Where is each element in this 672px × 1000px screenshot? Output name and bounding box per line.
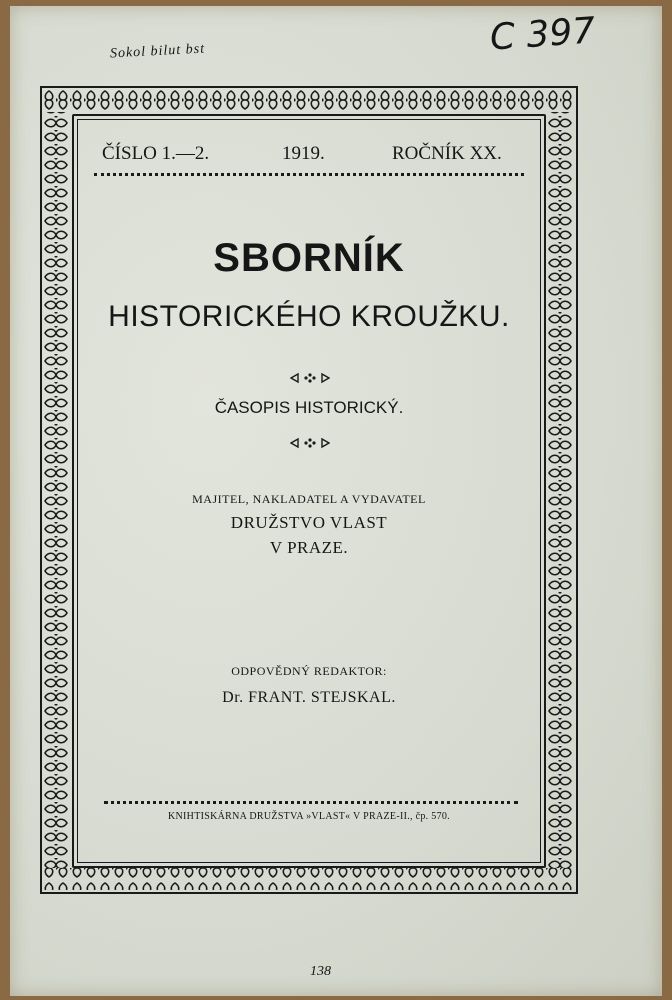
dotted-rule-top bbox=[94, 173, 524, 176]
editor-label: ODPOVĚDNÝ REDAKTOR: bbox=[231, 664, 387, 678]
journal-subtitle: ČASOPIS HISTORICKÝ. bbox=[214, 398, 404, 417]
publisher-place: V PRAZE. bbox=[269, 538, 349, 557]
printer-line: KNIHTISKÁRNA DRUŽSTVA »VLAST« V PRAZE-II., čp. 570. bbox=[168, 811, 450, 822]
title-sub: HISTORICKÉHO KROUŽKU. bbox=[108, 300, 510, 333]
divider-ornament-top bbox=[290, 372, 330, 384]
pencil-note-top: Sokol bilut bst bbox=[109, 41, 206, 62]
publisher-label: MAJITEL, NAKLADATEL A VYDAVATEL bbox=[192, 492, 426, 506]
year: 1919. bbox=[282, 143, 325, 164]
issue-number: ČÍSLO 1.—2. bbox=[102, 143, 210, 164]
divider-ornament-bottom bbox=[290, 437, 330, 449]
volume: ROČNÍK XX. bbox=[392, 143, 502, 164]
editor-name: Dr. FRANT. STEJSKAL. bbox=[222, 689, 396, 706]
inner-frame-rule bbox=[77, 119, 541, 863]
pencil-note-bottom: 138 bbox=[310, 964, 331, 979]
title-main: SBORNÍK bbox=[213, 236, 405, 280]
publisher-name: DRUŽSTVO VLAST bbox=[230, 513, 388, 532]
shelfmark-handwritten: C 397 bbox=[488, 10, 597, 59]
dotted-rule-bottom bbox=[104, 801, 518, 804]
